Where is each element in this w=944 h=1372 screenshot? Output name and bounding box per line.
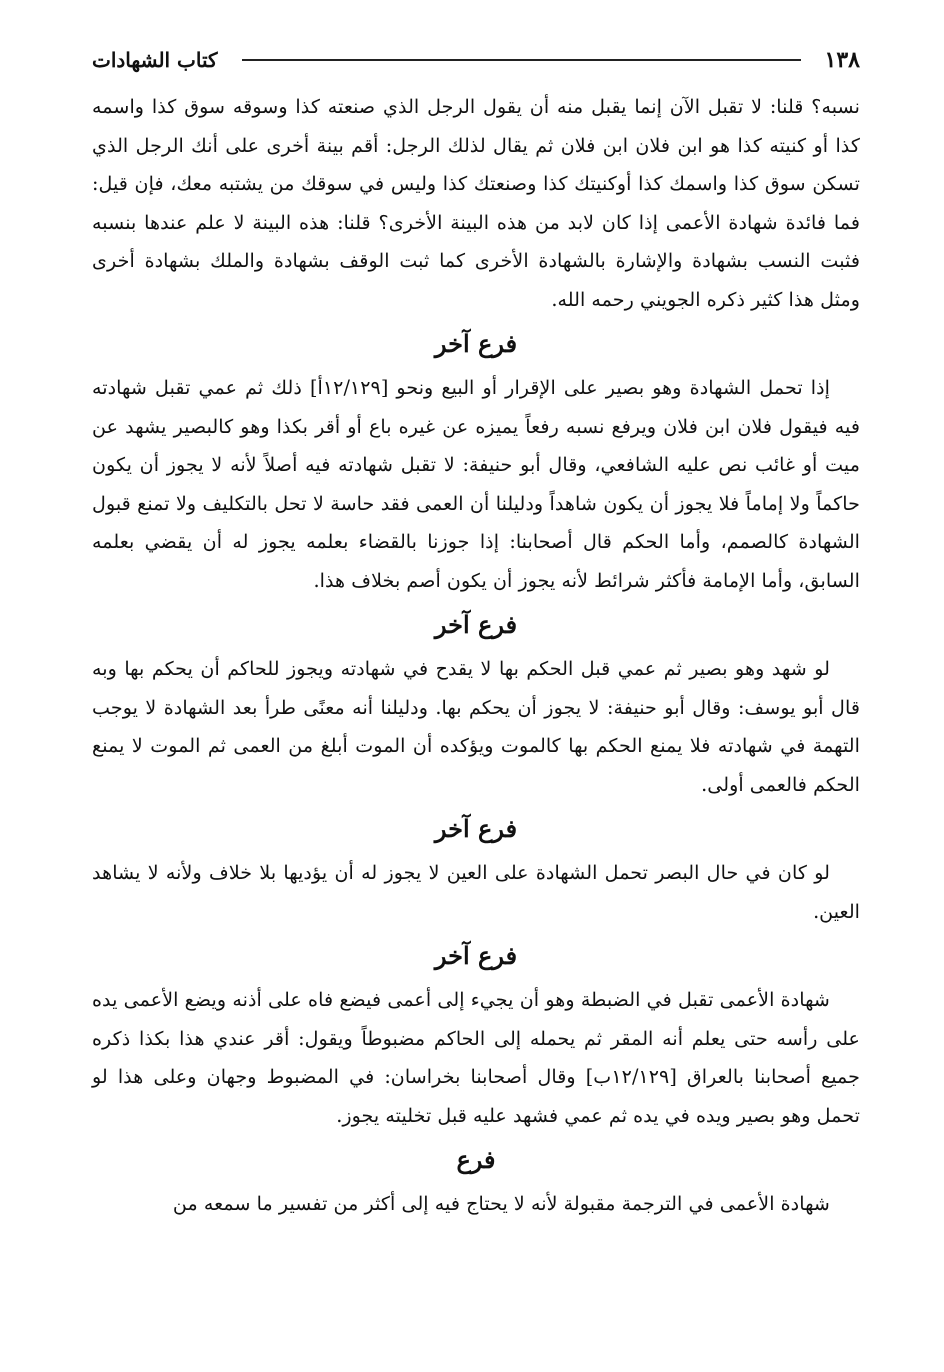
section-heading: فرع آخر	[434, 941, 518, 970]
section-heading: فرع آخر	[434, 610, 518, 639]
paragraph: لو شهد وهو بصير ثم عمي قبل الحكم بها لا يقدح في شهادته ويجوز للحاكم أن يحكم بها وبه قال أبو يوسف: وقال أبو حنيفة: لا يجوز أن يحكم بها. ودليلنا أنه معنًى طرأ بعد الشهادة لا يوجب التهمة في شهادته فلا يمنع الحكم بها كالموت ويؤكده أن الموت أبلغ من العمى ثم الموت لا يمنع الحكم فالعمى أولى.	[92, 657, 860, 796]
page-body	[92, 88, 860, 1224]
page-header	[92, 40, 860, 80]
paragraph: شهادة الأعمى في الترجمة مقبولة لأنه لا يحتاج فيه إلى أكثر من تفسير ما سمعه من	[172, 1192, 830, 1215]
paragraph: نسبه؟ قلنا: لا تقبل الآن إنما يقبل منه أن يقول الرجل الذي صنعته كذا وسوقه سوق كذا واسمه كذا أو كنيته كذا هو ابن فلان ابن فلان ثم يقال لذلك الرجل: أقم بينة أخرى على أنك الرجل الذي تسكن سوق كذا واسمك كذا أوكنيتك كذا وصنعتك كذا وليس في سوقك من يشتبه معك، فإن قيل: فما فائدة شهادة الأعمى إذا كان لابد من هذه البينة الأخرى؟ قلنا: هذه البينة لا علم عندها بنسبه فثبت النسب بشهادة والإشارة بالشهادة الأخرى كما ثبت الوقف بشهادة والملك بشهادة أخرى ومثل هذا كثير ذكره الجويني رحمه الله.	[92, 95, 860, 311]
header-rule	[242, 59, 801, 61]
paragraph: شهادة الأعمى تقبل في الضبطة وهو أن يجيء إلى أعمى فيضع فاه على أذنه ويضع الأعمى يده على رأسه حتى يعلم أنه المقر ثم يحمله إلى الحاكم مضبوطاً ويقول: أقر عندي هذا بكذا ذكره جميع أصحابنا بالعراق [١٢/١٢٩ب] وقال أصحابنا بخراسان: في المضبوط وجهان وعلى هذا لو تحمل وهو بصير ويده في يده ثم عمي فشهد عليه قبل تخليته يجوز.	[92, 988, 860, 1127]
section-heading: فرع	[456, 1145, 496, 1174]
paragraph: إذا تحمل الشهادة وهو بصير على الإقرار أو البيع ونحو [١٢/١٢٩أ] ذلك ثم عمي تقبل شهادته فيه فيقول فلان ابن فلان ويرفع نسبه رفعاً يميزه عن غيره باع أو أقر بكذا وهو كالبصير يشهد عن ميت أو غائب نص عليه الشافعي، وقال أبو حنيفة: لا تقبل شهادته فيه أصلاً لأنه لا يجوز أن يكون حاكماً ولا إماماً فلا يجوز أن يكون شاهداً ودليلنا أن العمى فقد حاسة لا تحل بالتكليف ولا تمنع قبول الشهادة كالصمم، وأما الحكم قال أصحابنا: إذا جوزنا بالقضاء بعلمه يجوز له أن يقضي بعلمه السابق، وأما الإمامة فأكثر شرائط لأنه يجوز أن يكون أصم بخلاف هذا.	[92, 376, 860, 592]
paragraph: لو كان في حال البصر تحمل الشهادة على العين لا يجوز له أن يؤديها بلا خلاف ولأنه لا يشاهد العين.	[92, 861, 860, 923]
section-heading: فرع آخر	[434, 329, 518, 358]
section-heading: فرع آخر	[434, 814, 518, 843]
book-title: كتاب الشهادات	[92, 48, 218, 72]
page-number: ١٣٨	[824, 47, 860, 73]
